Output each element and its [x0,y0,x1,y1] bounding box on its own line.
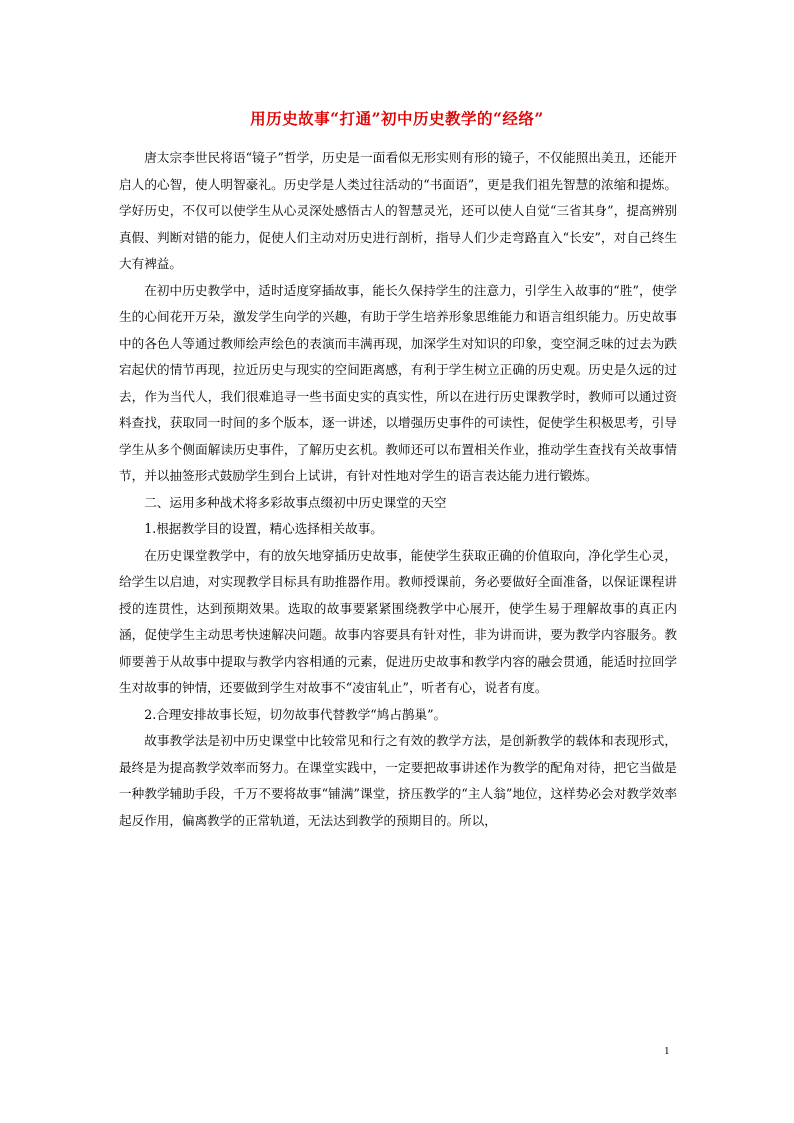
paragraph-story-length: 故事教学法是初中历史课堂中比较常见和行之有效的教学方法，是创新教学的载体和表现形式，最终是为提高教学效率而努力。在课堂实践中，一定要把故事讲述作为教学的配角对待，把它当做是一种教学辅助手段，千万不要将故事“铺满”课堂，挤压教学的“主人翁”地位，这样势必会对教学效率起反作用，偏离教学的正常轨道，无法达到教学的预期目的。所以， [119,733,677,828]
document-body [119,145,677,834]
document-title: 用历史故事“打通”初中历史教学的“经络” [250,109,544,128]
paragraph-intro: 唐太宗李世民将语“镜子”哲学，历史是一面看似无形实则有形的镜子，不仅能照出美丑，还能开启人的心智，使人明智豪礼。历史学是人类过往活动的“书面语”，更是我们祖先智慧的浓缩和提炼。学好历史，不仅可以使学生从心灵深处感悟古人的智慧灵光，还可以使人自觉“三省其身”，提高辨别真假、判断对错的能力，促使人们主动对历史进行剖析，指导人们少走弯路直入“长安”，对自己终生大有裨益。 [119,150,677,271]
section-heading: 二、运用多种战术将多彩故事点缀初中历史课堂的天空 [144,494,447,510]
subsection-heading-2: 2.合理安排故事长短，切勿故事代替教学“鸠占鹊巢”。 [144,706,447,722]
subsection-heading-1: 1.根据教学目的设置，精心选择相关故事。 [144,521,383,536]
paragraph-stories-in-teaching: 在初中历史教学中，适时适度穿插故事，能长久保持学生的注意力，引学生入故事的“胜”，使学生的心间花开万朵，激发学生向学的兴趣，有助于学生培养形象思维能力和语言组织能力。历史故事中的各色人等通过教师绘声绘色的表演而丰满再现，加深学生对知识的印象，变空洞乏味的过去为跌宕起伏的情节再现，拉近历史与现实的空间距离感，有利于学生树立正确的历史观。历史是久远的过去，作为当代人，我们很难追寻一些书面史实的真实性，所以在进行历史课教学时，教师可以通过资料查找，获取同一时间的多个版本，逐一讲述，以增强历史事件的可读性，促使学生积极思考，引导学生从多个侧面解读历史事件，了解历史玄机。教师还可以布置相关作业，推动学生查找有关故事情节，并以抽签形式鼓励学生到台上试讲，有针对性地对学生的语言表达能力进行锻炼。 [119,282,677,483]
page-number: 1 [664,1045,670,1057]
paragraph-select-stories: 在历史课堂教学中，有的放矢地穿插历史故事，能使学生获取正确的价值取向，净化学生心灵，给学生以启迪，对实现教学目标具有助推器作用。教师授课前，务必要做好全面准备，以保证课程讲授的连贯性，达到预期效果。选取的故事要紧紧围绕教学中心展开，使学生易于理解故事的真正内涵，促使学生主动思考快速解决问题。故事内容要具有针对性，非为讲而讲，要为教学内容服务。教师要善于从故事中提取与教学内容相通的元素，促进历史故事和教学内容的融会贯通，能适时拉回学生对故事的钟情，还要做到学生对故事不“凌宙轧止”，听者有心，说者有度。 [119,547,677,695]
